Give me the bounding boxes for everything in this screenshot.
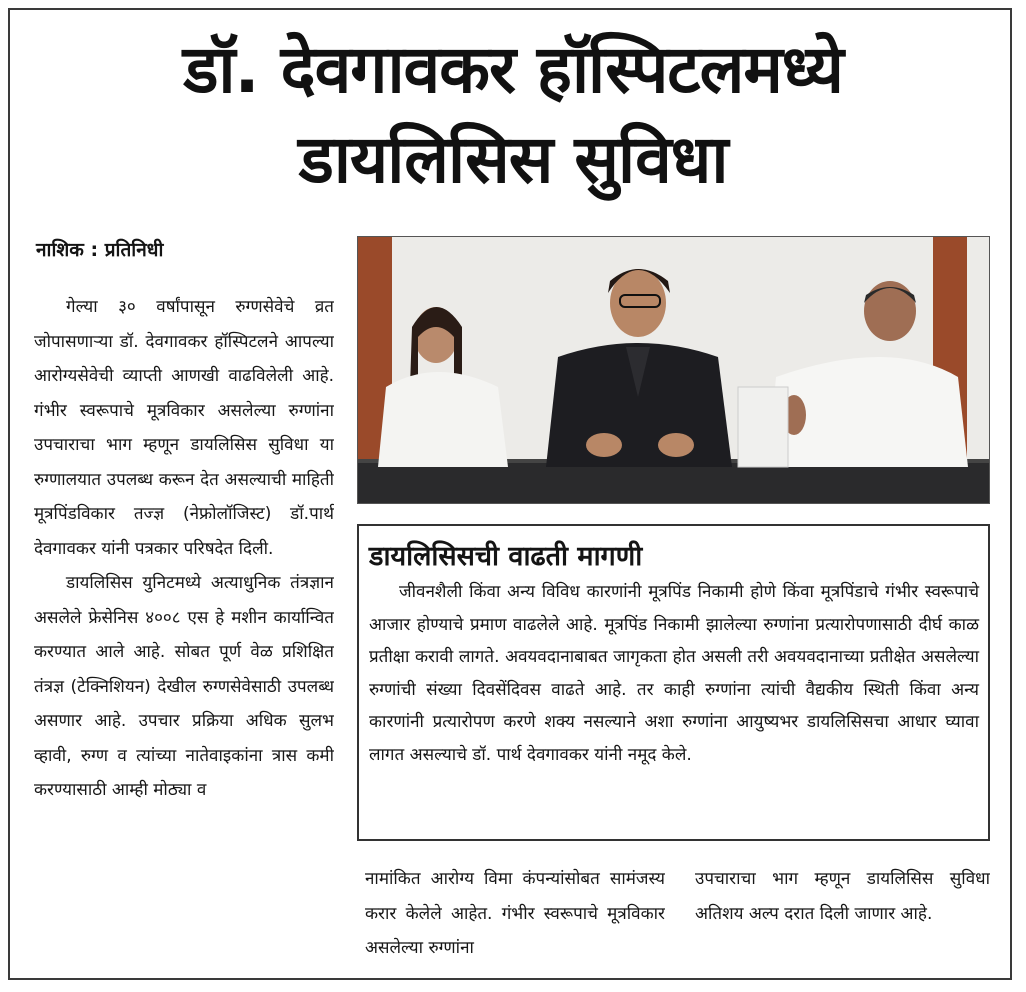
article-paragraph-1: गेल्या ३० वर्षांपासून रुग्णसेवेचे व्रत जोपासणाऱ्या डॉ. देवगावकर हॉस्पिटलने आपल्या आरोग्यसेवेची व्याप्ती आणखी वाढविलेली आहे. गंभीर स्वरूपाचे मूत्रविकार असलेल्या रुग्णांना उपचाराचा भाग म्हणून डायलिसिस सुविधा या रुग्णालयात उपलब्ध करून देत असल्याची माहिती मूत्रपिंडविकार तज्ज्ञ (नेफ्रोलॉजिस्ट) डॉ.पार्थ देवगावकर यांनी पत्रकार परिषदेत दिली.	[34, 297, 334, 559]
article-column-left	[34, 290, 334, 960]
headline-line-1: डॉ. देवगावकर हॉस्पिटलमध्ये	[183, 31, 843, 108]
sidebar-paragraph: जीवनशैली किंवा अन्य विविध कारणांनी मूत्रपिंड निकामी होणे किंवा मूत्रपिंडाचे गंभीर स्वरूपाचे आजार होण्याचे प्रमाण वाढलेले आहे. मूत्रपिंड निकामी झालेल्या रुग्णांना प्रत्यारोपणासाठी दीर्घ काळ प्रतीक्षा करावी लागते. अवयवदानाबाबत जागृकता होत असली तरी अवयवदानाच्या प्रतीक्षेत असलेल्या रुग्णांची संख्या दिवसेंदिवस वाढते आहे. तर काही रुग्णांना त्यांची वैद्यकीय स्थिती किंवा अन्य कारणांनी प्रत्यारोपण करणे शक्य नसल्याने अशा रुग्णांना आयुष्यभर डायलिसिसचा आधार घ्यावा लागत असल्याचे डॉ. पार्थ देवगावकर यांनी नमूद केले.	[369, 582, 979, 765]
dateline: नाशिक : प्रतिनिधी	[36, 239, 164, 261]
headline-line-2: डायलिसिस सुविधा	[298, 121, 728, 198]
article-paragraph-4: उपचाराचा भाग म्हणून डायलिसिस सुविधा अतिशय अल्प दरात दिली जाणार आहे.	[695, 869, 990, 924]
sidebar-text	[369, 576, 979, 771]
press-conference-photo	[357, 236, 990, 504]
sidebar-title: डायलिसिसची वाढती मागणी	[369, 541, 643, 572]
article-paragraph-2: डायलिसिस युनिटमध्ये अत्याधुनिक तंत्रज्ञान असलेले फ्रेसेनिस ४००८ एस हे मशीन कार्यान्वित करण्यात आले आहे. सोबत पूर्ण वेळ प्रशिक्षित तंत्रज्ञ (टेक्निशियन) देखील रुग्णसेवेसाठी उपलब्ध असणार आहे. उपचार प्रक्रिया अधिक सुलभ व्हावी, रुग्ण व त्यांच्या नातेवाइकांना त्रास कमी करण्यासाठी आम्ही मोठ्या व	[34, 573, 334, 800]
article-paragraph-3: नामांकित आरोग्य विमा कंपन्यांसोबत सामंजस्य करार केलेले आहेत. गंभीर स्वरूपाचे मूत्रविकार असलेल्या रुग्णांना	[365, 869, 665, 958]
article-column-middle	[365, 862, 665, 972]
article-column-right	[695, 862, 990, 972]
sidebar-box	[357, 524, 990, 841]
